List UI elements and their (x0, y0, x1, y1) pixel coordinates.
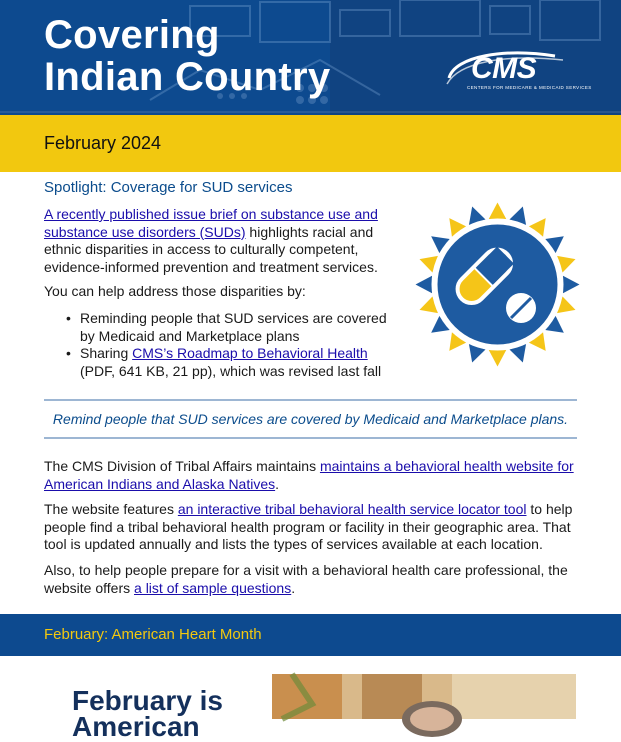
callout-box (44, 399, 577, 439)
locator-tool-link[interactable]: an interactive tribal behavioral health service locator tool (177, 501, 527, 517)
pill-badge-icon (415, 202, 580, 367)
heart-headline-2: American (72, 711, 200, 742)
date-bar (0, 115, 621, 172)
issue-date: February 2024 (44, 133, 162, 153)
badge-spike (563, 276, 580, 294)
tribal-website-link[interactable]: maintains a behavioral health website for American Indians and Alaska Natives (44, 458, 574, 492)
banner-title (44, 14, 330, 98)
banner-title-line1: Covering (44, 13, 220, 57)
spotlight-title: Spotlight: Coverage for SUD services (44, 179, 293, 196)
heart-month-photo (272, 674, 576, 719)
badge-spike (489, 203, 507, 220)
heart-month-title: February: American Heart Month (44, 626, 262, 643)
cms-logo (445, 48, 592, 92)
badge-spike (416, 276, 433, 294)
spotlight-intro (44, 206, 400, 276)
help-text: You can help address those disparities by: (44, 283, 306, 299)
issue-brief-link[interactable]: A recently published issue brief on substance use and substance use disorders (SUDs) (44, 206, 378, 240)
heart-headline: February is (72, 685, 223, 716)
help-list (62, 310, 402, 380)
tribal-paragraph-3: Also, to help people prepare for a visit with a behavioral health care professional, the website offers a list of sample questions. (44, 562, 568, 596)
badge-spike (489, 350, 507, 367)
header-banner (0, 0, 621, 115)
sample-questions-link[interactable]: a list of sample questions (134, 579, 292, 596)
heart-month-bar (0, 614, 621, 656)
list-item: • Reminding people that SUD services are covered by Medicaid and Marketplace plans (62, 310, 402, 345)
roadmap-link[interactable]: CMS’s Roadmap to Behavioral Health (132, 345, 368, 361)
banner-title-line2: Indian Country (44, 55, 331, 99)
callout-text: Remind people that SUD services are covered by Medicaid and Marketplace plans. (52, 411, 569, 427)
list-item: • Sharing CMS’s Roadmap to Behavioral Health (PDF, 641 KB, 21 pp), which was revised last fall (62, 345, 402, 380)
cms-logo-subtext: CENTERS FOR MEDICARE & MEDICAID SERVICES (467, 85, 592, 90)
photo-image (272, 674, 576, 719)
tribal-paragraph-2: The website features an interactive tribal behavioral health service locator tool to help people find a tribal behavioral health program or facility in their geographic area. That tool is updated annually and lists the types of services available at each location. (44, 501, 573, 552)
cms-logo-text: CMS (471, 52, 537, 85)
tribal-paragraph-1: The CMS Division of Tribal Affairs maintains maintains a behavioral health website for American Indians and Alaska Natives. (44, 458, 574, 492)
spotlight-intro-text: highlights racial and ethnic disparities in access to culturally competent, evidence-informed prevention and treatment services. (44, 223, 378, 275)
